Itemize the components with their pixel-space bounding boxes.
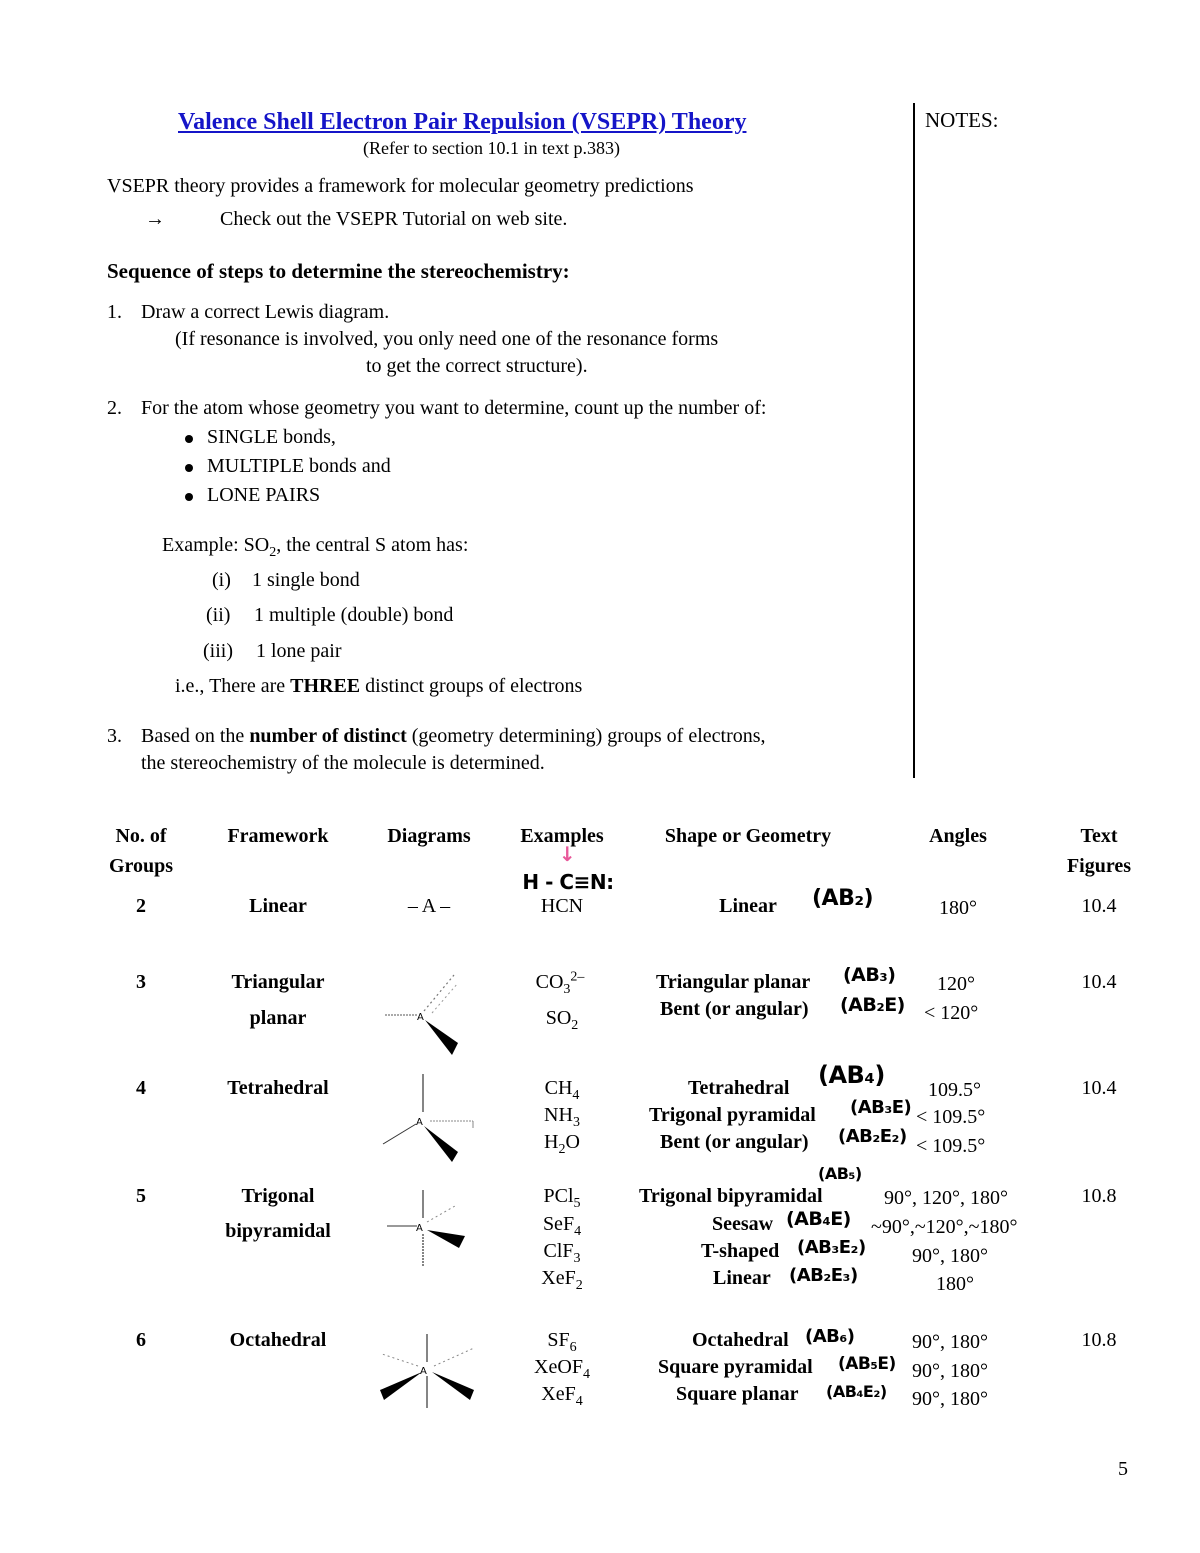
row-framework: Triangular xyxy=(231,971,325,993)
summary-bold: THREE xyxy=(290,675,361,697)
handwritten-note: (AB₂E₂) xyxy=(838,1126,907,1147)
row-example: $CO_3^{2-}$ xyxy=(535,969,585,997)
handwritten-note: (AB₆) xyxy=(805,1326,855,1347)
header-groups-line-2: Groups xyxy=(108,855,174,877)
row-figure: 10.8 xyxy=(1081,1185,1117,1207)
handwritten-note: (AB₂E) xyxy=(840,994,905,1016)
step-3-bold: number of distinct xyxy=(249,725,407,747)
step-1-note-line-1: (If resonance is involved, you only need one of the resonance forms xyxy=(175,328,719,350)
row-figure: 10.4 xyxy=(1081,971,1117,993)
row-framework: Trigonal xyxy=(241,1185,315,1207)
row-angle: 90°, 180° xyxy=(912,1245,988,1267)
sequence-heading: Sequence of steps to determine the stereochemistry: xyxy=(107,259,570,283)
octahedral-diagram xyxy=(378,1332,478,1410)
tetrahedral-diagram xyxy=(378,1072,478,1164)
header-figures-line-2: Figures xyxy=(1066,855,1132,877)
step-3-text xyxy=(141,725,766,748)
row-example: $H_2O$ xyxy=(544,1131,580,1157)
handwritten-note: (AB₃) xyxy=(843,964,896,986)
row-angle: 90°, 180° xyxy=(912,1388,988,1410)
row-shape: Tetrahedral xyxy=(688,1077,790,1099)
row-shape: Square pyramidal xyxy=(658,1356,813,1378)
row-angle: 90°, 180° xyxy=(912,1331,988,1353)
arrow-icon: → xyxy=(145,208,165,230)
row-example: XeF$_4$ xyxy=(541,1383,583,1409)
row-shape: Octahedral xyxy=(692,1329,789,1351)
header-framework: Framework xyxy=(227,825,329,847)
central-atom-label: A xyxy=(417,1012,424,1023)
step-2-text: For the atom whose geometry you want to determine, count up the number of: xyxy=(141,397,767,419)
row-example: $NH_3$ xyxy=(544,1104,580,1130)
handwritten-arrow-icon: ↓ xyxy=(558,842,576,866)
wedge-bond xyxy=(432,1372,474,1400)
row-framework: bipyramidal xyxy=(225,1220,331,1242)
bullet-item: SINGLE bonds, xyxy=(207,426,336,448)
notes-label: NOTES: xyxy=(925,108,999,132)
example-item-text: 1 multiple (double) bond xyxy=(254,604,454,626)
row-shape: Triangular planar xyxy=(656,971,811,993)
row-figure: 10.4 xyxy=(1081,895,1117,917)
wedge-bond xyxy=(380,1372,422,1400)
example-rest: , the central S atom has: xyxy=(276,534,469,556)
row-example: XeF$_2$ xyxy=(541,1267,583,1293)
bullet-icon xyxy=(185,435,193,443)
example-item-number: (ii) xyxy=(206,604,231,626)
row-shape: Trigonal bipyramidal xyxy=(639,1185,823,1207)
wedge-bond xyxy=(425,1020,458,1055)
row-angle: 120° xyxy=(937,973,975,995)
handwritten-note: (AB₅) xyxy=(818,1164,862,1183)
example-item-text: 1 single bond xyxy=(252,569,360,591)
row-example: $SO_2$ xyxy=(545,1007,579,1033)
handwritten-lewis-structure: H - C≡N: xyxy=(522,870,614,894)
row-shape: Trigonal pyramidal xyxy=(649,1104,816,1126)
handwritten-note: (AB₃E) xyxy=(850,1097,912,1118)
step-3-rest: (geometry determining) groups of electrons, xyxy=(406,725,766,747)
bullet-item: LONE PAIRS xyxy=(207,484,321,506)
row-framework: Linear xyxy=(249,895,307,917)
row-groups: 5 xyxy=(136,1185,146,1207)
header-groups-line-1: No. of xyxy=(115,825,167,847)
wedge-bond xyxy=(427,1230,465,1248)
handwritten-note: (AB₂E₃) xyxy=(789,1265,858,1286)
row-example: SeF$_4$ xyxy=(542,1213,582,1239)
row-angle: 180° xyxy=(939,897,977,919)
row-figure: 10.4 xyxy=(1081,1077,1117,1099)
groups-summary xyxy=(175,675,582,698)
wedge-bond xyxy=(424,1126,458,1162)
row-groups: 4 xyxy=(136,1077,146,1099)
row-angle: 90°, 180° xyxy=(912,1360,988,1382)
row-angle: 90°, 120°, 180° xyxy=(884,1187,1008,1209)
handwritten-note: (AB₅E) xyxy=(838,1354,896,1374)
summary-lead: i.e., There are xyxy=(175,675,291,697)
example-line xyxy=(162,534,469,560)
intro-text: VSEPR theory provides a framework for molecular geometry predictions xyxy=(107,175,694,197)
row-framework: Octahedral xyxy=(229,1329,327,1351)
row-groups: 6 xyxy=(136,1329,146,1351)
step-1-text: Draw a correct Lewis diagram. xyxy=(141,301,390,323)
row-shape: Seesaw xyxy=(712,1213,774,1235)
row-shape: Bent (or angular) xyxy=(660,998,809,1020)
row-example: PCl$_5$ xyxy=(543,1185,581,1211)
row-angle: < 120° xyxy=(924,1002,979,1024)
header-diagrams: Diagrams xyxy=(387,825,471,847)
linear-diagram: – A – xyxy=(407,895,451,917)
handwritten-note: (AB₂) xyxy=(812,886,874,911)
row-groups: 3 xyxy=(136,971,146,993)
step-3-lead: Based on the xyxy=(141,725,250,747)
row-example: $SF_6$ xyxy=(547,1329,577,1355)
row-example: HCN xyxy=(540,895,584,917)
row-example: XeOF$_4$ xyxy=(534,1356,590,1382)
row-shape: Linear xyxy=(713,1267,771,1289)
step-2-number: 2. xyxy=(107,397,122,419)
summary-rest: distinct groups of electrons xyxy=(360,675,583,697)
step-1-note-line-2: to get the correct structure). xyxy=(366,355,588,377)
example-item-number: (iii) xyxy=(203,640,233,662)
header-angles: Angles xyxy=(929,825,987,847)
row-angle: 180° xyxy=(936,1273,974,1295)
tutorial-text: Check out the VSEPR Tutorial on web site. xyxy=(220,208,568,230)
example-item-number: (i) xyxy=(212,569,231,591)
triangular-planar-diagram xyxy=(380,965,480,1060)
bullet-icon xyxy=(185,464,193,472)
bullet-icon xyxy=(185,493,193,501)
handwritten-note: (AB₃E₂) xyxy=(797,1237,866,1258)
header-figures-line-1: Text xyxy=(1080,825,1118,847)
row-example: ClF$_3$ xyxy=(543,1240,581,1266)
example-lead: Example: SO xyxy=(162,534,270,556)
central-atom-label: A xyxy=(416,1117,423,1128)
trigonal-bipyramidal-diagram xyxy=(385,1188,475,1268)
header-shape: Shape or Geometry xyxy=(664,825,832,847)
row-framework: planar xyxy=(249,1007,307,1029)
row-shape: Linear xyxy=(719,895,777,917)
handwritten-note: (AB₄E) xyxy=(786,1208,851,1230)
row-angle: ~90°,~120°,~180° xyxy=(871,1216,1018,1238)
row-groups: 2 xyxy=(136,895,146,917)
example-item-text: 1 lone pair xyxy=(256,640,342,662)
bullet-item: MULTIPLE bonds and xyxy=(207,455,391,477)
row-figure: 10.8 xyxy=(1081,1329,1117,1351)
handwritten-note: (AB₄E₂) xyxy=(826,1382,887,1401)
step-3-number: 3. xyxy=(107,725,122,747)
row-angle: < 109.5° xyxy=(916,1135,986,1157)
row-angle: < 109.5° xyxy=(916,1106,986,1128)
row-shape: Square planar xyxy=(676,1383,799,1405)
notes-divider xyxy=(913,103,915,778)
handwritten-note: (AB₄) xyxy=(818,1061,885,1089)
header-examples: Examples xyxy=(520,825,604,847)
section-reference: (Refer to section 10.1 in text p.383) xyxy=(363,138,620,158)
row-framework: Tetrahedral xyxy=(227,1077,329,1099)
row-example: $CH_4$ xyxy=(544,1077,580,1103)
central-atom-label: A xyxy=(416,1223,423,1234)
step-1-number: 1. xyxy=(107,301,122,323)
row-shape: T-shaped xyxy=(701,1240,780,1262)
step-3-line-2: the stereochemistry of the molecule is determined. xyxy=(141,752,545,774)
row-angle: 109.5° xyxy=(928,1079,981,1101)
central-atom-label: A xyxy=(420,1366,427,1377)
page-number: 5 xyxy=(1118,1458,1128,1480)
page-title[interactable]: Valence Shell Electron Pair Repulsion (VSEPR) Theory xyxy=(178,109,747,135)
row-shape: Bent (or angular) xyxy=(660,1131,809,1153)
example-subscript: 2 xyxy=(269,545,277,560)
